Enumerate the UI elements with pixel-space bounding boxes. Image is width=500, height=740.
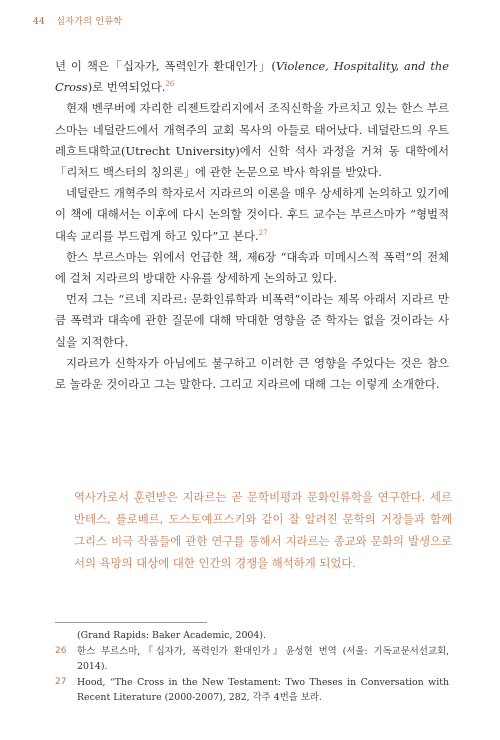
footnote-number: 26: [55, 645, 67, 656]
paragraph-text: 년 이 책은「십자가, 폭력인가 환대인가」(: [55, 59, 276, 73]
paragraph-text: 현재 벤쿠버에 자리한 리젠트칼리지에서 조직신학을 가르치고 있는 한스 부르스마는 네덜란드에서 개혁주의 교회 목사의 아들로 태어났다. 네덜란드의 우트레흐트대학교(Utrecht University)에서 신학 석사 과정을 거쳐 동 대학에서「리처드 백스터의 칭의론」에 관한 논문으로 박사 학위를 받았다.: [55, 101, 449, 180]
footnote: [55, 628, 449, 644]
running-title: 십자가의 인류학: [56, 17, 123, 27]
body-text: [55, 56, 449, 395]
paragraph: [55, 353, 449, 395]
block-quote: [74, 486, 452, 574]
italic-book-title: Violence, Hospitality, and the Cross: [55, 59, 449, 95]
paragraph: [55, 98, 449, 183]
footnote-text: Hood, “The Cross in the New Testament: Two Theses in Conversation with Recent Literature (2000-2007), 282, 각주 4번을 보라.: [77, 676, 449, 704]
footnote-number: 27: [55, 676, 67, 687]
paragraph-text: 한스 부르스마는 위에서 언급한 책, 제6장 “대속과 미메시스적 폭력”의 전체에 걸쳐 지라르의 방대한 사유를 상세하게 논의하고 있다.: [55, 249, 449, 286]
footnote: [55, 675, 449, 706]
paragraph-text: )로 번역되었다.: [87, 80, 166, 95]
footnote-reference[interactable]: 27: [258, 228, 268, 237]
page-number: 44: [33, 17, 46, 27]
running-header: [33, 14, 122, 27]
footnote-text: 한스 부르스마,『십자가, 폭력인가 환대인가』윤성현 번역 (서울: 기독교문서선교회, 2014).: [77, 645, 449, 673]
footnotes: [55, 628, 449, 706]
footnote-text: (Grand Rapids: Baker Academic, 2004).: [77, 630, 266, 641]
footnote-reference[interactable]: 26: [165, 80, 175, 89]
paragraph-text: 네덜란드 개혁주의 학자로서 지라르의 이론을 매우 상세하게 논의하고 있기에 이 책에 대해서는 이후에 다시 논의할 것이다. 후드 교수는 부르스마가 “형벌적 대속 교리를 부드럽게 하고 있다”고 본다.: [55, 186, 449, 243]
paragraph: [55, 247, 449, 289]
quote-text: 역사가로서 훈련받은 지라르는 곧 문학비평과 문화인류학을 연구한다. 세르반테스, 플로베르, 도스토예프스키와 같이 잘 알려진 문학의 거장들과 함께 그리스 비극 작품들에 관한 연구를 통해서 지라르는 종교와 문화의 발생으로서의 욕망의 대상에 대한 인간의 경쟁을 해석하게 되었다.: [74, 490, 452, 570]
paragraph: [55, 56, 449, 98]
paragraph-text: 먼저 그는 “르네 지라르: 문화인류학과 비폭력”이라는 제목 아래서 지라르 만큼 폭력과 대속에 관한 질문에 대해 막대한 영향을 준 학자는 없을 것이라는 사실을 지적한다.: [55, 292, 449, 349]
paragraph-text: 지라르가 신학자가 아님에도 불구하고 이러한 큰 영향을 주었다는 것은 참으로 놀라운 것이라고 그는 말한다. 그리고 지라르에 대해 그는 이렇게 소개한다.: [55, 355, 449, 392]
footnote-number: [55, 628, 77, 644]
footnote-divider: [55, 622, 207, 623]
paragraph: [55, 183, 449, 247]
paragraph: [55, 289, 449, 353]
footnote: [55, 644, 449, 675]
